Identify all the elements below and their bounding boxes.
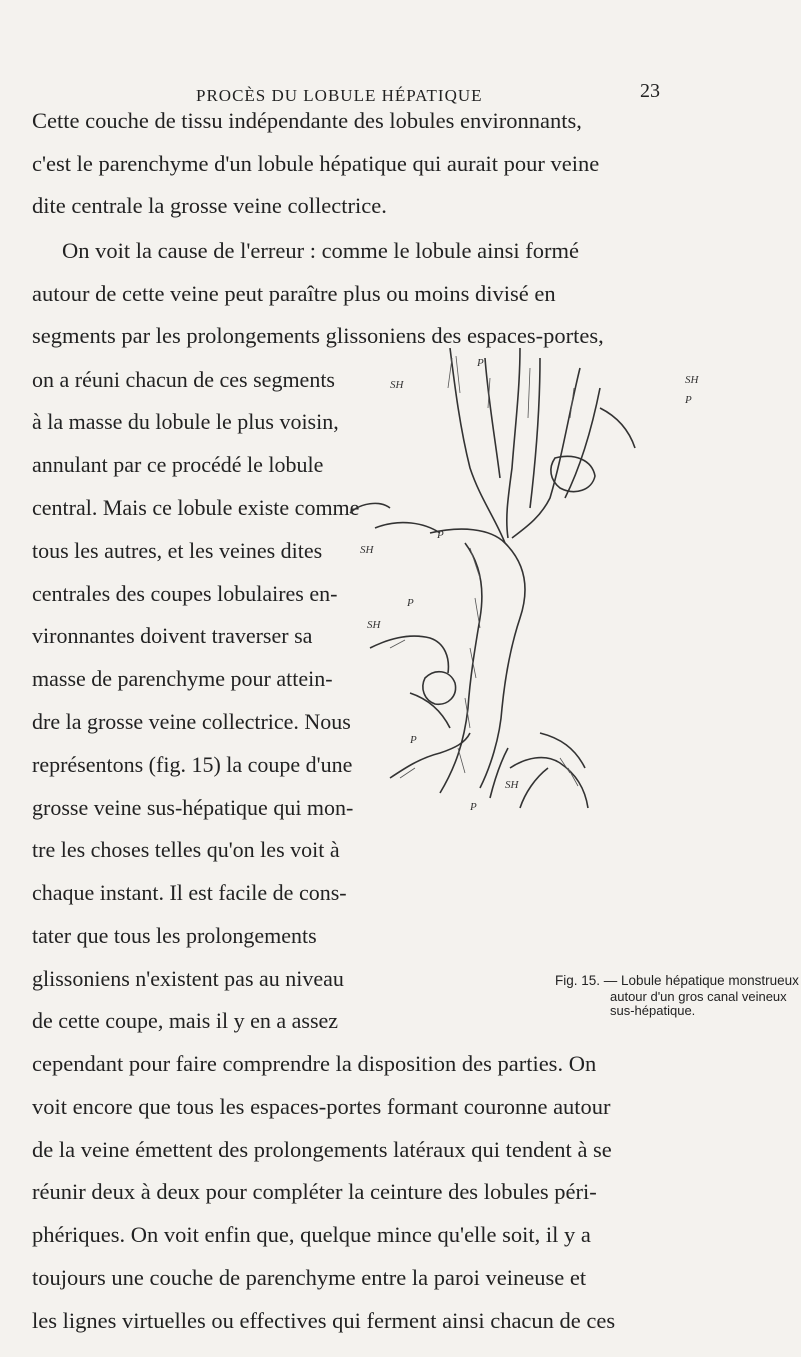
running-head: PROCÈS DU LOBULE HÉPATIQUE bbox=[196, 86, 483, 105]
figure-15-illustration bbox=[330, 348, 770, 823]
figure-caption-title: Fig. 15. — Lobule hépatique monstrueux bbox=[555, 973, 799, 988]
text-line: phériques. On voit enfin que, quelque mince qu'elle soit, il y a bbox=[32, 1222, 591, 1247]
text-line: c'est le parenchyme d'un lobule hépatique qui aurait pour veine bbox=[32, 151, 600, 176]
figure-label: P bbox=[470, 801, 477, 813]
text-line: dre la grosse veine collectrice. Nous bbox=[32, 709, 351, 734]
text-line: à la masse du lobule le plus voisin, bbox=[32, 409, 339, 434]
text-line: grosse veine sus-hépatique qui mon- bbox=[32, 795, 354, 820]
figure-label: SH bbox=[360, 544, 374, 556]
text-line: Cette couche de tissu indépendante des lobules environnants, bbox=[32, 108, 582, 133]
text-line: autour de cette veine peut paraître plus ou moins divisé en bbox=[32, 281, 556, 306]
text-line: de la veine émettent des prolongements latéraux qui tendent à se bbox=[32, 1137, 612, 1162]
text-line: centrales des coupes lobulaires en- bbox=[32, 581, 338, 606]
text-line: tous les autres, et les veines dites bbox=[32, 538, 323, 563]
text-line: masse de parenchyme pour attein- bbox=[32, 666, 333, 691]
text-line: central. Mais ce lobule existe comme bbox=[32, 495, 360, 520]
text-line: chaque instant. Il est facile de cons- bbox=[32, 880, 347, 905]
page-number: 23 bbox=[640, 80, 660, 102]
text-line: tater que tous les prolongements bbox=[32, 923, 317, 948]
text-line: glissoniens n'existent pas au niveau bbox=[32, 966, 344, 991]
text-line: réunir deux à deux pour compléter la ceinture des lobules péri- bbox=[32, 1179, 597, 1204]
text-line: tre les choses telles qu'on les voit à bbox=[32, 837, 340, 862]
text-line: On voit la cause de l'erreur : comme le lobule ainsi formé bbox=[62, 238, 579, 263]
text-line: dite centrale la grosse veine collectrice. bbox=[32, 193, 387, 218]
figure-label: SH bbox=[505, 779, 519, 791]
figure-label: SH bbox=[685, 374, 699, 386]
text-line: segments par les prolongements glissoniens des espaces-portes, bbox=[32, 323, 604, 348]
figure-label: P bbox=[685, 394, 692, 406]
text-line: les lignes virtuelles ou effectives qui ferment ainsi chacun de ces bbox=[32, 1308, 616, 1333]
text-line: cependant pour faire comprendre la disposition des parties. On bbox=[32, 1051, 597, 1076]
figure-label: P bbox=[410, 734, 417, 746]
figure-label: P bbox=[407, 597, 414, 609]
figure-label: P bbox=[437, 529, 444, 541]
figure-caption-text: autour d'un gros canal veineux sus-hépatique. bbox=[610, 989, 787, 1018]
figure-label: P bbox=[477, 357, 484, 369]
text-line: vironnantes doivent traverser sa bbox=[32, 623, 313, 648]
text-line: toujours une couche de parenchyme entre la paroi veineuse et bbox=[32, 1265, 587, 1290]
text-line: annulant par ce procédé le lobule bbox=[32, 452, 324, 477]
figure-label: SH bbox=[367, 619, 381, 631]
text-line: on a réuni chacun de ces segments bbox=[32, 367, 335, 392]
text-line: de cette coupe, mais il y en a assez bbox=[32, 1008, 339, 1033]
text-line: représentons (fig. 15) la coupe d'une bbox=[32, 752, 353, 777]
text-line: voit encore que tous les espaces-portes formant couronne autour bbox=[32, 1094, 611, 1119]
figure-label: SH bbox=[390, 379, 404, 391]
